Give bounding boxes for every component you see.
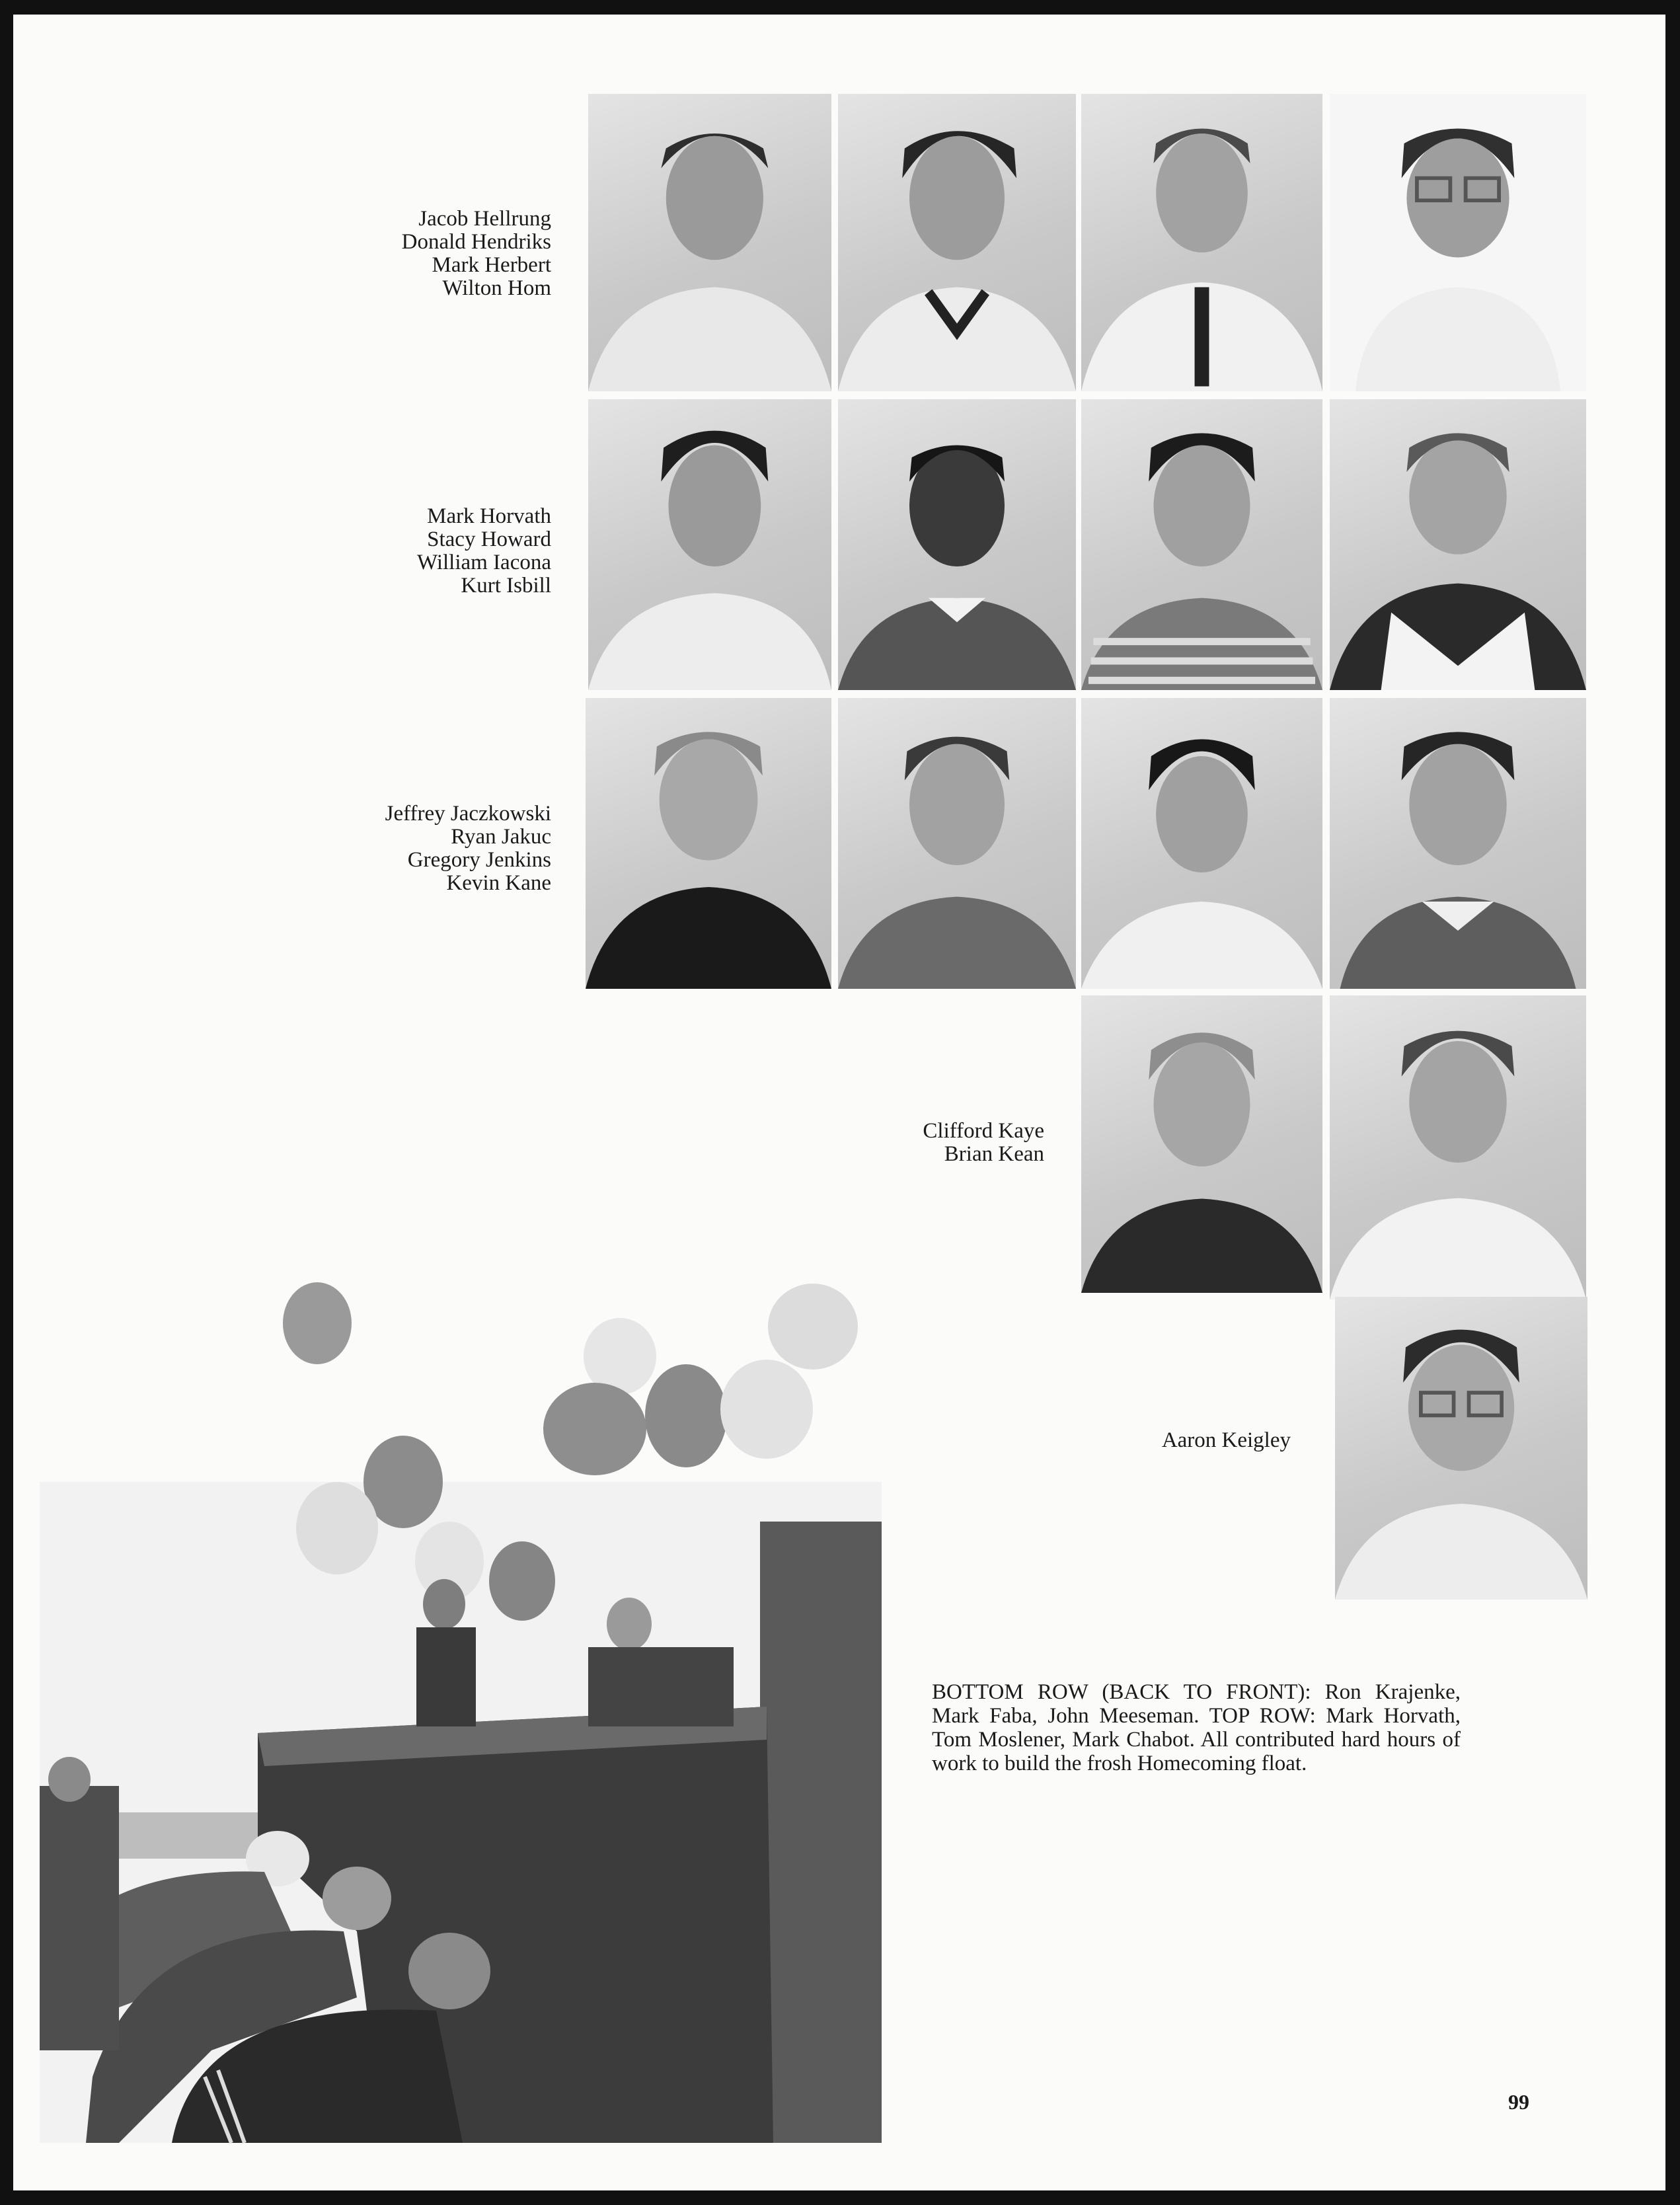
student-portrait (1330, 94, 1586, 391)
student-name: Mark Herbert (432, 253, 551, 277)
student-name: Kevin Kane (446, 871, 551, 895)
student-portrait (1330, 995, 1586, 1299)
name-list-row-4 (923, 1120, 1044, 1166)
student-name: Mark Horvath (427, 504, 551, 528)
yearbook-page (13, 15, 1665, 2190)
student-name: Jeffrey Jaczkowski (385, 802, 551, 826)
student-portrait (1335, 1297, 1587, 1600)
student-portrait (1081, 94, 1322, 391)
student-portrait (1081, 399, 1322, 690)
student-portrait (1330, 698, 1586, 989)
student-portrait (1081, 698, 1322, 989)
student-portrait (1330, 399, 1586, 690)
student-name: Clifford Kaye (923, 1119, 1044, 1143)
student-name: Aaron Keigley (1161, 1428, 1291, 1452)
student-name: Gregory Jenkins (407, 848, 551, 872)
student-name: Stacy Howard (427, 527, 551, 551)
student-name: William Iacona (417, 551, 551, 574)
student-name: Ryan Jakuc (451, 825, 551, 849)
student-name: Kurt Isbill (461, 574, 551, 598)
name-list-row-5 (1162, 1429, 1291, 1452)
student-portrait (1081, 995, 1322, 1293)
student-name: Brian Kean (944, 1142, 1044, 1166)
photo-caption: BOTTOM ROW (BACK TO FRONT): Ron Krajenke, Mark Faba, John Meeseman. TOP ROW: Mark Horvath, Tom Moslener, Mark Chabot. All contributed hard hours of work to build the frosh Homecoming float. (932, 1680, 1461, 1775)
student-name: Donald Hendriks (401, 230, 551, 254)
student-name: Wilton Hom (442, 276, 551, 300)
student-name: Jacob Hellrung (418, 207, 551, 231)
page-number: 99 (1508, 2090, 1529, 2114)
